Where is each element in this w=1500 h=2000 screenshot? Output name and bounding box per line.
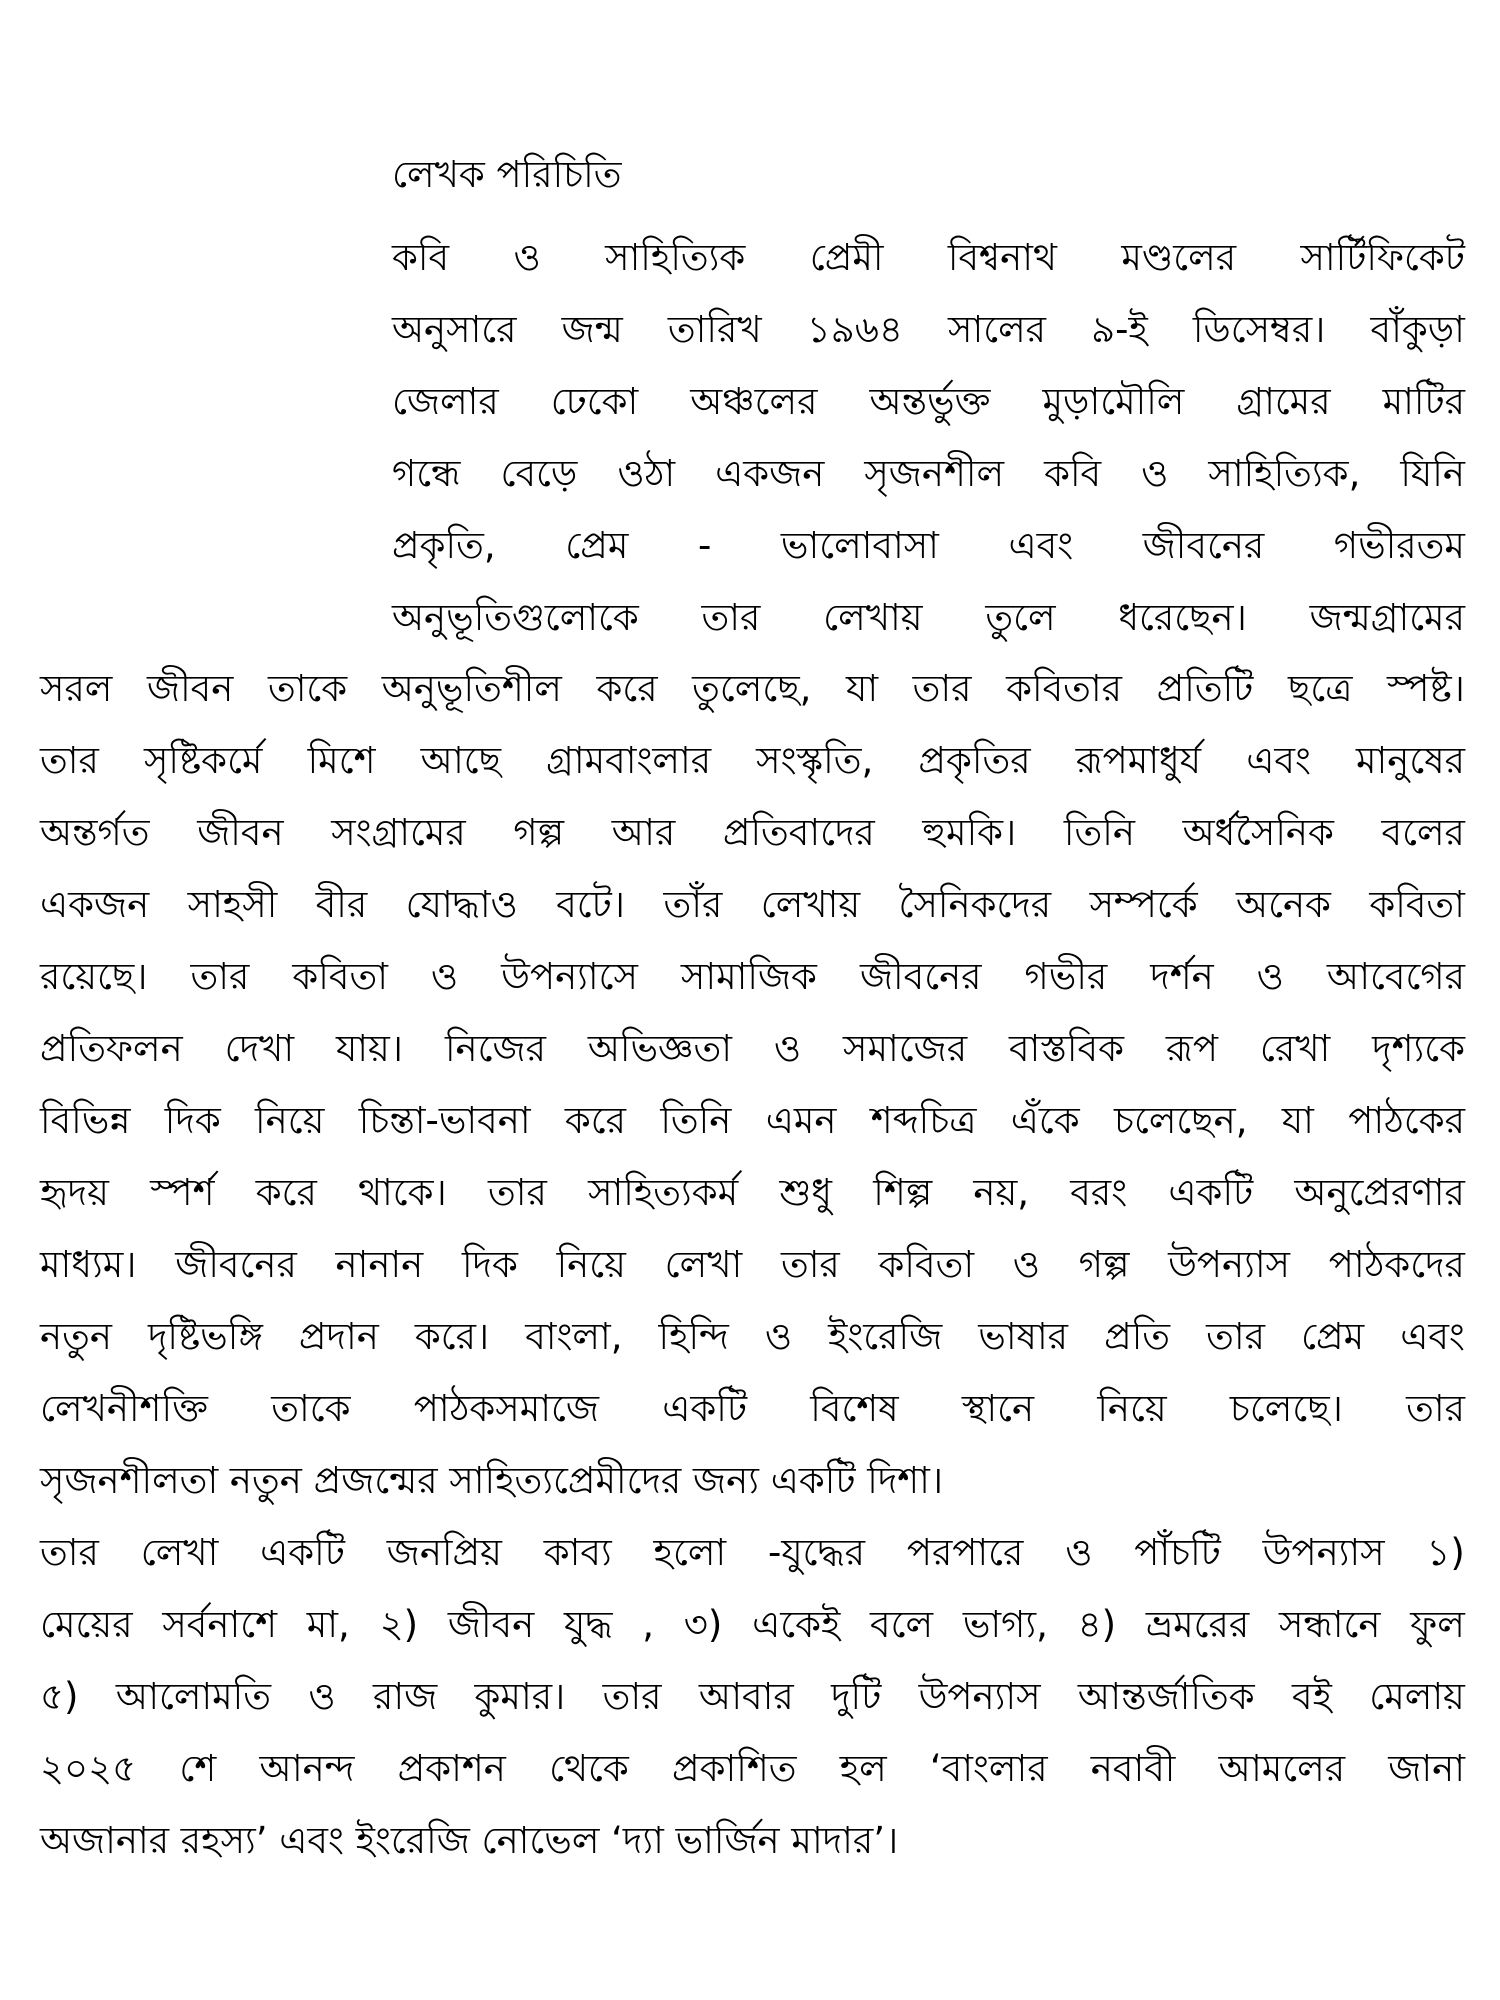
paragraph-line: ৫) আলোমতি ও রাজ কুমার। তার আবার দুটি উপন্যাস আন্তর্জাতিক বই মেলায় [40, 1675, 1465, 1718]
paragraph-line: অজানার রহস্য’ এবং ইংরেজি নোভেল ‘দ্যা ভার্জিন মাদার’। [40, 1819, 899, 1862]
paragraph-line: তার লেখা একটি জনপ্রিয় কাব্য হলো -যুদ্ধের পরপারে ও পাঁচটি উপন্যাস ১) [40, 1531, 1465, 1574]
paragraph-line: প্রতিফলন দেখা যায়। নিজের অভিজ্ঞতা ও সমাজের বাস্তবিক রূপ রেখা দৃশ্যকে [40, 1027, 1465, 1070]
paragraph-line: লেখনীশক্তি তাকে পাঠকসমাজে একটি বিশেষ স্থানে নিয়ে চলেছে। তার [40, 1387, 1465, 1430]
paragraph-line: অনুভূতিগুলোকে তার লেখায় তুলে ধরেছেন। জন্মগ্রামের [392, 596, 1465, 639]
paragraph-line: অন্তর্গত জীবন সংগ্রামের গল্প আর প্রতিবাদের হুমকি। তিনি অর্ধসৈনিক বলের [40, 811, 1465, 854]
page-title: লেখক পরিচিতি [392, 153, 622, 196]
paragraph-line: বিভিন্ন দিক নিয়ে চিন্তা-ভাবনা করে তিনি এমন শব্দচিত্র এঁকে চলেছেন, যা পাঠকের [40, 1099, 1465, 1142]
paragraph-line: মাধ্যম। জীবনের নানান দিক নিয়ে লেখা তার কবিতা ও গল্প উপন্যাস পাঠকদের [40, 1243, 1465, 1286]
paragraph-line: তার সৃষ্টিকর্মে মিশে আছে গ্রামবাংলার সংস্কৃতি, প্রকৃতির রূপমাধুর্য এবং মানুষের [40, 739, 1465, 782]
paragraph-line: জেলার ঢেকো অঞ্চলের অন্তর্ভুক্ত মুড়ামৌলি গ্রামের মাটির [392, 380, 1465, 423]
paragraph-line: রয়েছে। তার কবিতা ও উপন্যাসে সামাজিক জীবনের গভীর দর্শন ও আবেগের [40, 955, 1465, 998]
paragraph-line: একজন সাহসী বীর যোদ্ধাও বটে। তাঁর লেখায় সৈনিকদের সম্পর্কে অনেক কবিতা [40, 883, 1465, 926]
paragraph-line: হৃদয় স্পর্শ করে থাকে। তার সাহিত্যকর্ম শুধু শিল্প নয়, বরং একটি অনুপ্রেরণার [40, 1171, 1465, 1214]
paragraph-line: প্রকৃতি, প্রেম - ভালোবাসা এবং জীবনের গভীরতম [392, 524, 1465, 567]
paragraph-line: ২০২৫ শে আনন্দ প্রকাশন থেকে প্রকাশিত হল ‘বাংলার নবাবী আমলের জানা [40, 1747, 1465, 1790]
paragraph-line: কবি ও সাহিত্যিক প্রেমী বিশ্বনাথ মণ্ডলের সার্টিফিকেট [392, 236, 1465, 279]
paragraph-line: গন্ধে বেড়ে ওঠা একজন সৃজনশীল কবি ও সাহিত্যিক, যিনি [392, 452, 1465, 495]
paragraph-line: সৃজনশীলতা নতুন প্রজন্মের সাহিত্যপ্রেমীদের জন্য একটি দিশা। [40, 1459, 944, 1502]
paragraph-line: সরল জীবন তাকে অনুভূতিশীল করে তুলেছে, যা তার কবিতার প্রতিটি ছত্রে স্পষ্ট। [40, 667, 1465, 710]
paragraph-line: নতুন দৃষ্টিভঙ্গি প্রদান করে। বাংলা, হিন্দি ও ইংরেজি ভাষার প্রতি তার প্রেম এবং [40, 1315, 1465, 1358]
paragraph-line: অনুসারে জন্ম তারিখ ১৯৬৪ সালের ৯-ই ডিসেম্বর। বাঁকুড়া [392, 308, 1465, 351]
paragraph-line: মেয়ের সর্বনাশে মা, ২) জীবন যুদ্ধ , ৩) একেই বলে ভাগ্য, ৪) ভ্রমরের সন্ধানে ফুল [40, 1603, 1465, 1646]
